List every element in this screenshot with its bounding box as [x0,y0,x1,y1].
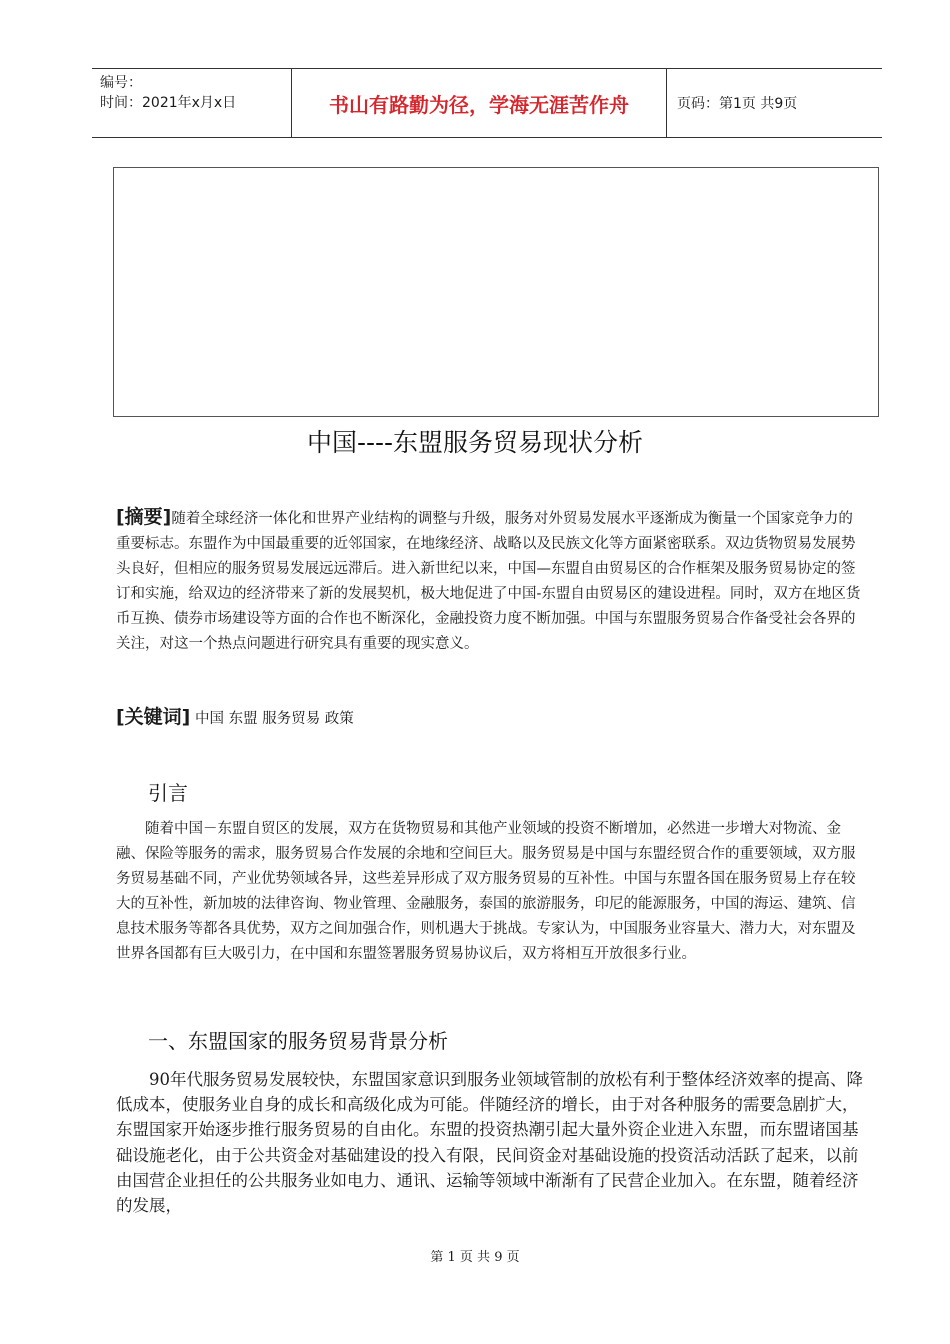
intro-heading: 引言 [148,781,188,805]
keywords-paragraph [116,705,864,732]
abstract-label: [摘要] [116,506,172,528]
header-motto: 书山有路勤为径，学海无涯苦作舟 [292,69,667,137]
image-placeholder-frame [113,167,879,417]
page-footer: 第 1 页 共 9 页 [430,1250,520,1265]
header-page-label: 页码：第1页 共9页 [677,96,798,112]
section1-paragraph: 90年代服务贸易发展较快，东盟国家意识到服务业领域管制的放松有利于整体经济效率的提高、降低成本，使服务业自身的成长和高级化成为可能。伴随经济的增长，由于对各种服务的需要急剧扩大，东盟国家开始逐步推行服务贸易的自由化。东盟的投资热潮引起大量外资企业进入东盟，而东盟诸国基础设施老化，由于公共资金对基础建设的投入有限，民间资金对基础设施的投资活动活跃了起来，以前由国营企业担任的公共服务业如电力、通讯、运输等领域中渐渐有了民营企业加入。在东盟，随着经济的发展， [116,1070,863,1216]
abstract-text: 随着全球经济一体化和世界产业结构的调整与升级，服务对外贸易发展水平逐渐成为衡量一个国家竞争力的重要标志。东盟作为中国最重要的近邻国家，在地缘经济、战略以及民族文化等方面紧密联系。双边货物贸易发展势头良好，但相应的服务贸易发展远远滞后。进入新世纪以来，中国—东盟自由贸易区的合作框架及服务贸易协定的签订和实施，给双边的经济带来了新的发展契机，极大地促进了中国-东盟自由贸易区的建设进程。同时，双方在地区货币互换、债券市场建设等方面的合作也不断深化，金融投资力度不断加强。中国与东盟服务贸易合作备受社会各界的关注，对这一个热点问题进行研究具有重要的现实意义。 [116,511,861,652]
document-header [92,68,882,138]
header-meta [92,69,292,137]
number-label: 编号： [100,75,142,91]
keywords-label: [关键词] [116,706,191,728]
document-title: 中国----东盟服务贸易现状分析 [306,428,644,457]
section1-heading: 一、东盟国家的服务贸易背景分析 [148,1029,448,1053]
time-label: 时间：2021年x月x日 [100,95,237,111]
abstract-paragraph [116,505,864,657]
intro-paragraph: 随着中国－东盟自贸区的发展，双方在货物贸易和其他产业领域的投资不断增加，必然进一步增大对物流、金融、保险等服务的需求，服务贸易合作发展的余地和空间巨大。服务贸易是中国与东盟经贸合作的重要领域，双方服务贸易基础不同，产业优势领域各异，这些差异形成了双方服务贸易的互补性。中国与东盟各国在服务贸易上存在较大的互补性，新加坡的法律咨询、物业管理、金融服务，泰国的旅游服务，印尼的能源服务，中国的海运、建筑、信息技术服务等都各具优势，双方之间加强合作，则机遇大于挑战。专家认为，中国服务业容量大、潜力大，对东盟及世界各国都有巨大吸引力，在中国和东盟签署服务贸易协议后，双方将相互开放很多行业。 [116,821,856,962]
keywords-text: 中国 东盟 服务贸易 政策 [194,711,354,727]
